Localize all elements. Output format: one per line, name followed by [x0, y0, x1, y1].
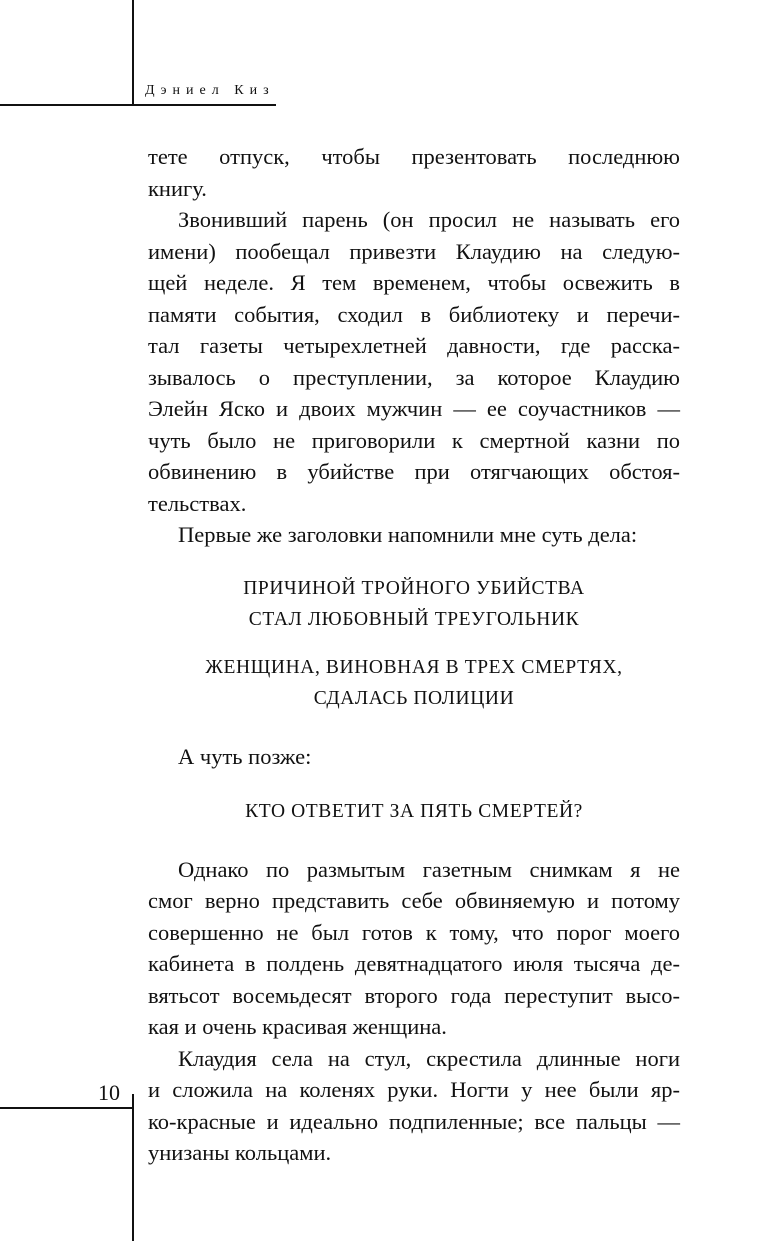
headline-line: ПРИЧИНОЙ ТРОЙНОГО УБИЙСТВА — [243, 577, 585, 599]
text-line: обвинению в убийстве при отягчающих обстоя- — [148, 459, 680, 484]
header-horizontal-rule — [0, 104, 276, 106]
newspaper-headline — [148, 796, 680, 828]
paragraph — [148, 1043, 680, 1169]
newspaper-headline — [148, 652, 680, 715]
text-line: книгу. — [148, 175, 207, 201]
text-line: А чуть позже: — [178, 743, 312, 769]
text-line: Звонивший парень (он просил не называть его — [178, 207, 680, 232]
paragraph-continuation — [148, 141, 680, 204]
text-line: и сложила на коленях руки. Ногти у нее были яр- — [148, 1077, 680, 1102]
paragraph — [148, 204, 680, 519]
footer-vertical-rule — [132, 1094, 134, 1241]
footer-horizontal-rule — [0, 1107, 134, 1109]
headline-line: СТАЛ ЛЮБОВНЫЙ ТРЕУГОЛЬНИК — [248, 609, 580, 630]
text-line: Первые же заголовки напомнили мне суть дела: — [178, 522, 638, 547]
text-line: вятьсот восемьдесят второго года переступит высо- — [148, 982, 680, 1008]
paragraph — [148, 854, 680, 1043]
text-line: щей неделе. Я тем временем, чтобы освежить в — [148, 270, 680, 295]
text-line: смог верно представить себе обвиняемую и потому — [148, 888, 680, 913]
header-vertical-rule — [132, 0, 134, 106]
text-line: кая и очень красивая женщина. — [148, 1014, 447, 1039]
text-line: тельствах. — [148, 490, 247, 516]
page-text — [148, 141, 680, 1169]
text-line: имени) пообещал привезти Клаудию на следую- — [148, 238, 680, 264]
text-line: тал газеты четырехлетней давности, где расска- — [148, 333, 680, 358]
text-line: совершенно не был готов к тому, что порог моего — [148, 919, 680, 945]
headline-line: КТО ОТВЕТИТ ЗА ПЯТЬ СМЕРТЕЙ? — [245, 801, 583, 822]
text-line: унизаны кольцами. — [148, 1140, 332, 1165]
text-line: Клаудия села на стул, скрестила длинные ноги — [178, 1045, 680, 1071]
text-line: памяти события, сходил в библиотеку и перечи- — [148, 301, 680, 327]
paragraph — [148, 519, 680, 551]
headline-line: ЖЕНЩИНА, ВИНОВНАЯ В ТРЕХ СМЕРТЯХ, — [205, 656, 623, 678]
text-line: Однако по размытым газетным снимкам я не — [178, 856, 680, 882]
text-line: кабинета в полдень девятнадцатого июля тысяча де- — [148, 951, 680, 976]
running-head-author: Дэниел Киз — [145, 83, 275, 98]
text-line: ко-красные и идеально подпиленные; все пальцы — — [148, 1108, 680, 1134]
paragraph — [148, 741, 680, 773]
headline-line: СДАЛАСЬ ПОЛИЦИИ — [313, 688, 515, 709]
text-line: зывалось о преступлении, за которое Клаудию — [148, 364, 680, 390]
page-number: 10 — [98, 1080, 120, 1105]
text-line: тете отпуск, чтобы презентовать последнюю — [148, 144, 680, 169]
text-line: Элейн Яско и двоих мужчин — ее соучастников — — [148, 396, 680, 421]
text-line: чуть было не приговорили к смертной казни по — [148, 427, 680, 453]
newspaper-headline — [148, 573, 680, 636]
